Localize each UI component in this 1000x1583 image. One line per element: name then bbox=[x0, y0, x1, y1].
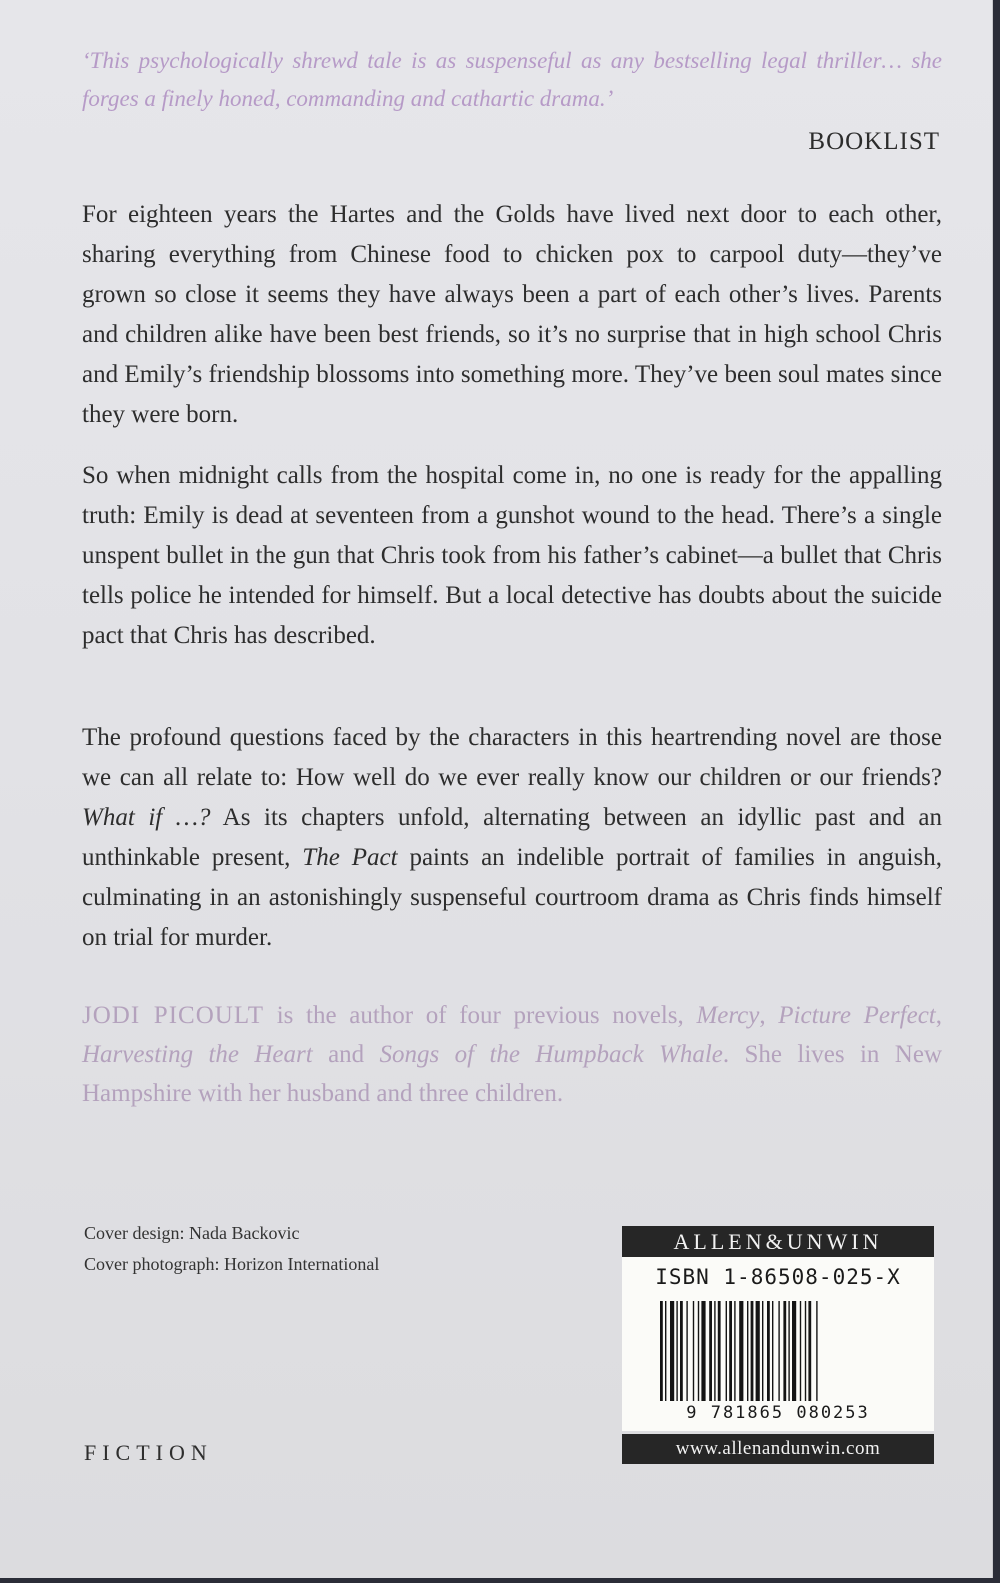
barcode-stripe bbox=[808, 1301, 811, 1401]
barcode-stripe bbox=[701, 1301, 705, 1401]
barcode-stripe bbox=[676, 1301, 677, 1401]
previous-novel: Mercy bbox=[696, 1002, 760, 1029]
barcode-stripe bbox=[772, 1301, 773, 1401]
barcode-stripe bbox=[693, 1301, 694, 1401]
barcode-stripe bbox=[729, 1301, 732, 1401]
barcode-bars bbox=[660, 1301, 896, 1401]
barcode-stripe bbox=[767, 1301, 770, 1401]
barcode-stripe bbox=[756, 1301, 760, 1401]
previous-novel: Songs of the Humpback Whale bbox=[379, 1041, 723, 1068]
barcode-stripe bbox=[660, 1301, 663, 1401]
synopsis-paragraph-3 bbox=[82, 718, 942, 958]
synopsis-text: As its chapters unfold, alternating between an idyllic past and an unthinkable present, bbox=[82, 804, 942, 871]
barcode-block bbox=[622, 1226, 934, 1464]
cover-photo-credit: Cover photograph: Horizon International bbox=[84, 1254, 380, 1274]
barcode-stripe bbox=[762, 1301, 763, 1401]
synopsis-paragraph-2: So when midnight calls from the hospital come in, no one is ready for the appalling truth: Emily is dead at seventeen from a gunshot wound to the head. There’s a single unspent bullet in the gun that Chris took from his father’s cabinet—a bullet that Chris tells police he intended for himself. But a local detective has doubts about the suicide pact that Chris has described. bbox=[82, 462, 942, 649]
barcode-stripe bbox=[670, 1301, 674, 1401]
quote-source: BOOKLIST bbox=[808, 128, 940, 155]
barcode-stripe bbox=[816, 1301, 817, 1401]
synopsis-paragraph-1: For eighteen years the Hartes and the Golds have lived next door to each other, sharing everything from Chinese food to chicken pox to carpool duty—they’ve grown so close it seems they have always been a part of each other’s lives. Parents and children alike have been best friends, so it’s no surprise that in high school Chris and Emily’s friendship blossoms into something more. They’ve been soul mates since they were born. bbox=[82, 201, 942, 428]
barcode-stripe bbox=[680, 1301, 683, 1401]
barcode-stripe bbox=[698, 1301, 699, 1401]
publisher-website: www.allenandunwin.com bbox=[622, 1434, 934, 1464]
barcode-number: 9 781865 080253 bbox=[686, 1403, 870, 1423]
author-bio-text: is the author of four previous novels, bbox=[264, 1002, 697, 1029]
author-bio-text: and bbox=[312, 1041, 380, 1068]
cover-credits bbox=[84, 1218, 379, 1280]
category-label: FICTION bbox=[84, 1440, 213, 1465]
barcode-stripe bbox=[778, 1301, 779, 1401]
barcode-stripe bbox=[709, 1301, 712, 1401]
barcode-stripe bbox=[747, 1301, 748, 1401]
review-quote: ‘This psychologically shrewd tale is as suspenseful as any bestselling legal thriller… she forges a finely honed, commanding and cathartic drama.’ bbox=[82, 48, 942, 111]
synopsis-text: paints an indelible portrait of families in anguish, culminating in an astonishingly suspenseful courtroom drama as Chris finds himself on trial for murder. bbox=[82, 844, 942, 951]
synopsis-text: The profound questions faced by the characters in this heartrending novel are those we can all relate to: How well do we ever really know our children or our friends? bbox=[82, 724, 942, 791]
barcode-stripe bbox=[665, 1301, 666, 1401]
barcode-stripe bbox=[792, 1301, 796, 1401]
previous-novel: Picture Perfect bbox=[778, 1002, 936, 1029]
barcode-stripe bbox=[783, 1301, 786, 1401]
author-bio-text: , bbox=[935, 1002, 942, 1029]
author-name: JODI PICOULT bbox=[82, 1002, 265, 1029]
author-bio-text: , bbox=[759, 1002, 779, 1029]
barcode-stripe bbox=[718, 1301, 721, 1401]
book-title-italic: The Pact bbox=[302, 844, 398, 871]
barcode-panel bbox=[622, 1257, 934, 1431]
barcode-stripe bbox=[805, 1301, 806, 1401]
barcode-stripe bbox=[714, 1301, 715, 1401]
synopsis-italic-phrase: What if …? bbox=[82, 804, 211, 831]
barcode-stripe bbox=[800, 1301, 801, 1401]
author-bio-text: . She lives in New Hampshire with her husband and three children. bbox=[82, 1041, 942, 1107]
isbn-text: ISBN 1-86508-025-X bbox=[655, 1265, 901, 1289]
barcode-stripe bbox=[686, 1301, 687, 1401]
author-bio bbox=[82, 996, 942, 1113]
barcode-stripe bbox=[739, 1301, 743, 1401]
cover-design-credit: Cover design: Nada Backovic bbox=[84, 1223, 300, 1243]
barcode-stripe bbox=[726, 1301, 727, 1401]
previous-novel: Harvesting the Heart bbox=[82, 1041, 313, 1068]
barcode-stripe bbox=[734, 1301, 735, 1401]
barcode-stripe bbox=[751, 1301, 754, 1401]
barcode-stripe bbox=[788, 1301, 789, 1401]
publisher-name: ALLEN&UNWIN bbox=[622, 1226, 934, 1257]
